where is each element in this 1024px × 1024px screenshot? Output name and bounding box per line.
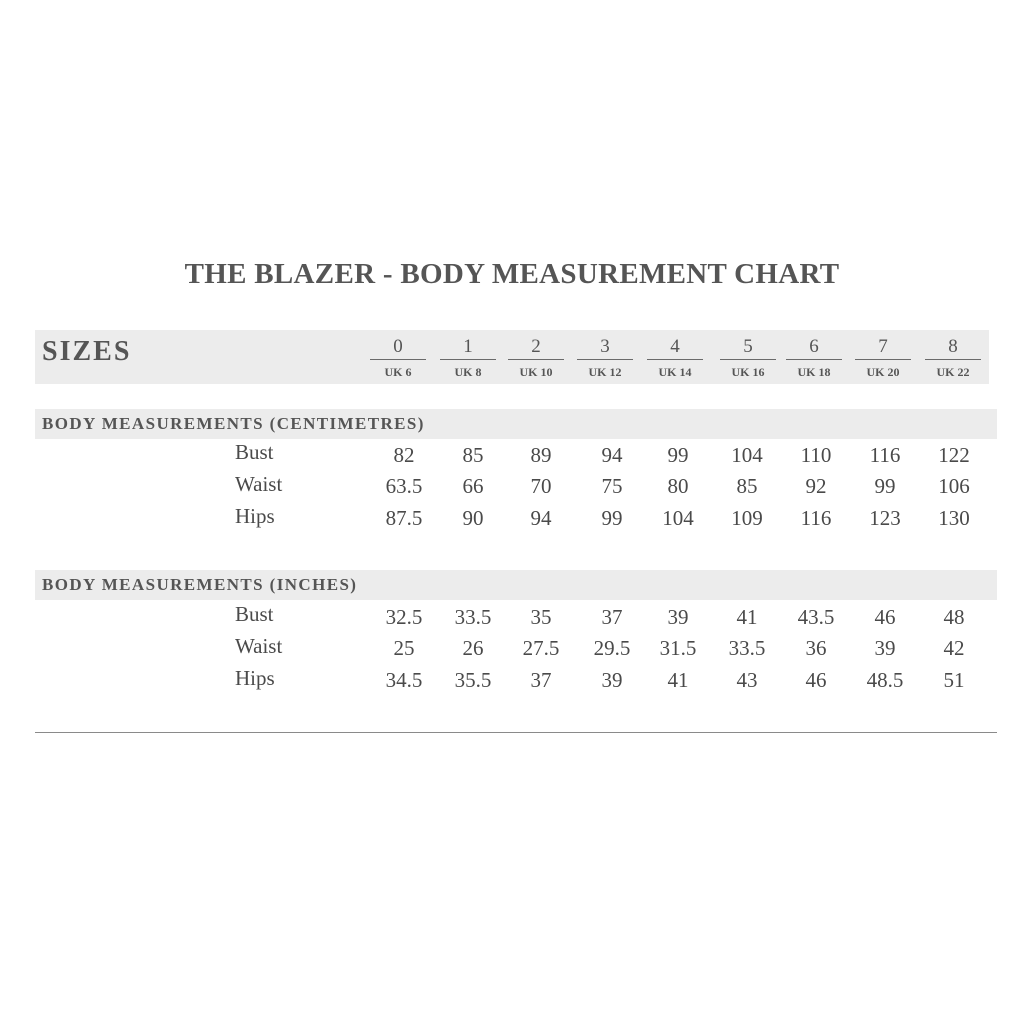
size-number: 8 xyxy=(925,336,981,360)
cell: 90 xyxy=(462,506,484,530)
cell: 48.5 xyxy=(866,668,904,692)
cell: 63.5 xyxy=(385,474,423,498)
cell: 85 xyxy=(736,474,758,498)
size-column xyxy=(925,336,981,380)
cell: 46 xyxy=(874,605,896,629)
size-column xyxy=(508,336,564,380)
cell: 51 xyxy=(943,668,965,692)
cell: 122 xyxy=(938,443,970,467)
row-label-bust: Bust xyxy=(235,602,274,626)
size-number: 1 xyxy=(440,336,496,360)
size-uk-equivalent: UK 14 xyxy=(658,365,692,379)
cell: 33.5 xyxy=(728,636,766,660)
cell: 41 xyxy=(736,605,758,629)
cell: 41 xyxy=(667,668,689,692)
size-number: 0 xyxy=(370,336,426,360)
cell: 123 xyxy=(869,506,901,530)
size-uk-equivalent: UK 18 xyxy=(797,365,831,379)
cell: 34.5 xyxy=(385,668,423,692)
cell: 32.5 xyxy=(385,605,423,629)
cell: 116 xyxy=(800,506,832,530)
size-uk-equivalent: UK 8 xyxy=(454,365,482,379)
bottom-divider xyxy=(35,732,997,733)
cell: 43 xyxy=(736,668,758,692)
sizes-label: SIZES xyxy=(42,336,132,367)
cell: 99 xyxy=(667,443,689,467)
cell: 36 xyxy=(805,636,827,660)
size-column xyxy=(370,336,426,380)
cell: 87.5 xyxy=(385,506,423,530)
row-label-hips: Hips xyxy=(235,504,275,528)
cell: 116 xyxy=(869,443,901,467)
size-uk-equivalent: UK 12 xyxy=(588,365,622,379)
cell: 31.5 xyxy=(659,636,697,660)
cell: 109 xyxy=(731,506,763,530)
size-column xyxy=(440,336,496,380)
cell: 35.5 xyxy=(454,668,492,692)
cell: 42 xyxy=(943,636,965,660)
size-column xyxy=(720,336,776,380)
size-number: 4 xyxy=(647,336,703,360)
cell: 110 xyxy=(800,443,832,467)
cell: 46 xyxy=(805,668,827,692)
cell: 39 xyxy=(874,636,896,660)
size-uk-equivalent: UK 16 xyxy=(731,365,765,379)
row-label-waist: Waist xyxy=(235,472,283,496)
size-uk-equivalent: UK 22 xyxy=(936,365,970,379)
cell: 80 xyxy=(667,474,689,498)
size-uk-equivalent: UK 6 xyxy=(384,365,412,379)
cell: 37 xyxy=(601,605,623,629)
cell: 48 xyxy=(943,605,965,629)
cell: 99 xyxy=(601,506,623,530)
cell: 94 xyxy=(601,443,623,467)
cell: 70 xyxy=(530,474,552,498)
size-column xyxy=(855,336,911,380)
size-uk-equivalent: UK 20 xyxy=(866,365,900,379)
size-column xyxy=(786,336,842,380)
cell: 106 xyxy=(938,474,970,498)
cell: 85 xyxy=(462,443,484,467)
section-title-inches: BODY MEASUREMENTS (INCHES) xyxy=(42,575,358,594)
cell: 66 xyxy=(462,474,484,498)
size-number: 6 xyxy=(786,336,842,360)
cell: 33.5 xyxy=(454,605,492,629)
page-title: THE BLAZER - BODY MEASUREMENT CHART xyxy=(184,258,840,290)
size-number: 3 xyxy=(577,336,633,360)
size-uk-equivalent: UK 10 xyxy=(519,365,553,379)
cell: 130 xyxy=(938,506,970,530)
size-column xyxy=(647,336,703,380)
cell: 99 xyxy=(874,474,896,498)
row-label-waist: Waist xyxy=(235,634,283,658)
cell: 39 xyxy=(667,605,689,629)
size-number: 2 xyxy=(508,336,564,360)
section-title-centimetres: BODY MEASUREMENTS (CENTIMETRES) xyxy=(42,414,425,433)
cell: 27.5 xyxy=(522,636,560,660)
cell: 82 xyxy=(393,443,415,467)
cell: 26 xyxy=(462,636,484,660)
cell: 92 xyxy=(805,474,827,498)
size-number: 7 xyxy=(855,336,911,360)
cell: 75 xyxy=(601,474,623,498)
size-number: 5 xyxy=(720,336,776,360)
cell: 37 xyxy=(530,668,552,692)
row-label-hips: Hips xyxy=(235,666,275,690)
cell: 35 xyxy=(530,605,552,629)
cell: 104 xyxy=(662,506,694,530)
size-column xyxy=(577,336,633,380)
cell: 25 xyxy=(393,636,415,660)
row-label-bust: Bust xyxy=(235,440,274,464)
cell: 94 xyxy=(530,506,552,530)
cell: 39 xyxy=(601,668,623,692)
cell: 89 xyxy=(530,443,552,467)
cell: 29.5 xyxy=(593,636,631,660)
cell: 104 xyxy=(731,443,763,467)
cell: 43.5 xyxy=(797,605,835,629)
